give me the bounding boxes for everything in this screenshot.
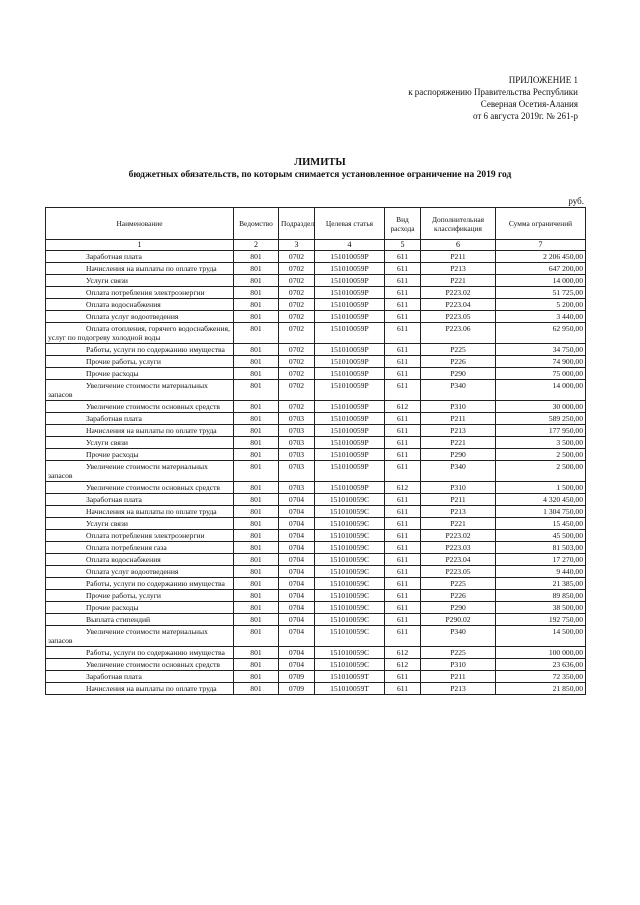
cell-target-article: 151010059С [315, 659, 385, 671]
header-target-article: Целевая статья [315, 208, 385, 240]
table-row [46, 344, 586, 356]
cell-name: Заработная плата [46, 671, 234, 683]
cell-amount: 72 350,00 [496, 671, 586, 683]
cell-name: Заработная плата [46, 494, 234, 506]
cell-department: 801 [234, 671, 279, 683]
cell-amount: 192 750,00 [496, 614, 586, 626]
cell-amount: 1 500,00 [496, 482, 586, 494]
table-row [46, 647, 586, 659]
cell-additional-classification: Р211 [421, 251, 496, 263]
cell-target-article: 151010059Р [315, 380, 385, 401]
cell-name: Прочие работы, услуги [46, 356, 234, 368]
cell-name: Увеличение стоимости материальных запасов [46, 626, 234, 647]
cell-target-article: 151010059Р [315, 251, 385, 263]
cell-expense-type: 611 [385, 437, 421, 449]
appendix-block [318, 74, 578, 122]
table-row [46, 566, 586, 578]
cell-name: Выплата стипендий [46, 614, 234, 626]
cell-name: Прочие работы, услуги [46, 590, 234, 602]
cell-target-article: 151010059С [315, 602, 385, 614]
cell-name: Оплата потребления газа [46, 542, 234, 554]
cell-expense-type: 611 [385, 380, 421, 401]
cell-additional-classification: Р290 [421, 368, 496, 380]
cell-amount: 34 750,00 [496, 344, 586, 356]
table-row [46, 671, 586, 683]
cell-subsection: 0704 [279, 518, 315, 530]
cell-target-article: 151010059Р [315, 437, 385, 449]
cell-subsection: 0702 [279, 368, 315, 380]
cell-department: 801 [234, 554, 279, 566]
table-row [46, 683, 586, 695]
cell-expense-type: 611 [385, 542, 421, 554]
cell-department: 801 [234, 401, 279, 413]
cell-additional-classification: Р290.02 [421, 614, 496, 626]
cell-department: 801 [234, 287, 279, 299]
cell-amount: 3 500,00 [496, 437, 586, 449]
header-department: Ведомство [234, 208, 279, 240]
cell-expense-type: 611 [385, 566, 421, 578]
table-row [46, 437, 586, 449]
cell-subsection: 0704 [279, 590, 315, 602]
cell-name: Начисления на выплаты по оплате труда [46, 506, 234, 518]
cell-additional-classification: Р221 [421, 518, 496, 530]
cell-department: 801 [234, 344, 279, 356]
cell-department: 801 [234, 413, 279, 425]
cell-additional-classification: Р226 [421, 356, 496, 368]
cell-department: 801 [234, 251, 279, 263]
cell-target-article: 151010059Р [315, 287, 385, 299]
table-row [46, 554, 586, 566]
cell-department: 801 [234, 449, 279, 461]
cell-subsection: 0702 [279, 380, 315, 401]
cell-expense-type: 611 [385, 449, 421, 461]
table-row [46, 614, 586, 626]
cell-additional-classification: Р225 [421, 578, 496, 590]
cell-department: 801 [234, 590, 279, 602]
cell-amount: 38 500,00 [496, 602, 586, 614]
cell-subsection: 0702 [279, 275, 315, 287]
cell-amount: 2 206 450,00 [496, 251, 586, 263]
table-row [46, 518, 586, 530]
header-additional-classification: Дополнительная классификация [421, 208, 496, 240]
cell-subsection: 0704 [279, 602, 315, 614]
cell-name: Оплата водоснабжения [46, 299, 234, 311]
cell-additional-classification: Р225 [421, 344, 496, 356]
cell-department: 801 [234, 494, 279, 506]
cell-department: 801 [234, 380, 279, 401]
cell-target-article: 151010059С [315, 626, 385, 647]
cell-amount: 17 270,00 [496, 554, 586, 566]
cell-amount: 45 500,00 [496, 530, 586, 542]
cell-expense-type: 611 [385, 344, 421, 356]
cell-expense-type: 611 [385, 275, 421, 287]
cell-subsection: 0704 [279, 542, 315, 554]
cell-amount: 62 950,00 [496, 323, 586, 344]
cell-subsection: 0703 [279, 482, 315, 494]
cell-name: Оплата водоснабжения [46, 554, 234, 566]
table-row [46, 530, 586, 542]
cell-subsection: 0704 [279, 554, 315, 566]
cell-name: Услуги связи [46, 275, 234, 287]
cell-name: Услуги связи [46, 518, 234, 530]
cell-expense-type: 611 [385, 494, 421, 506]
cell-amount: 21 385,00 [496, 578, 586, 590]
cell-target-article: 151010059Р [315, 461, 385, 482]
cell-subsection: 0702 [279, 356, 315, 368]
table-row [46, 401, 586, 413]
table-row [46, 461, 586, 482]
cell-expense-type: 611 [385, 590, 421, 602]
cell-department: 801 [234, 683, 279, 695]
cell-additional-classification: Р223.05 [421, 566, 496, 578]
cell-additional-classification: Р213 [421, 263, 496, 275]
appendix-line-1: ПРИЛОЖЕНИЕ 1 [508, 75, 578, 85]
cell-target-article: 151010059Р [315, 323, 385, 344]
cell-additional-classification: Р211 [421, 671, 496, 683]
cell-subsection: 0704 [279, 506, 315, 518]
cell-subsection: 0704 [279, 566, 315, 578]
cell-name: Заработная плата [46, 251, 234, 263]
table-row [46, 299, 586, 311]
cell-subsection: 0704 [279, 494, 315, 506]
cell-subsection: 0704 [279, 626, 315, 647]
cell-expense-type: 612 [385, 647, 421, 659]
table-row [46, 542, 586, 554]
table-row [46, 590, 586, 602]
cell-expense-type: 611 [385, 461, 421, 482]
cell-subsection: 0704 [279, 530, 315, 542]
table-row [46, 425, 586, 437]
cell-amount: 23 636,00 [496, 659, 586, 671]
currency-unit: руб. [568, 196, 584, 206]
cell-name: Оплата услуг водоотведения [46, 311, 234, 323]
cell-target-article: 151010059С [315, 647, 385, 659]
cell-amount: 2 500,00 [496, 461, 586, 482]
cell-subsection: 0703 [279, 461, 315, 482]
cell-name: Прочие расходы [46, 602, 234, 614]
column-number: 5 [385, 240, 421, 251]
cell-department: 801 [234, 437, 279, 449]
cell-amount: 89 850,00 [496, 590, 586, 602]
cell-amount: 21 850,00 [496, 683, 586, 695]
cell-name: Услуги связи [46, 437, 234, 449]
cell-name: Увеличение стоимости материальных запасов [46, 380, 234, 401]
cell-target-article: 151010059Р [315, 368, 385, 380]
column-number: 2 [234, 240, 279, 251]
cell-amount: 177 950,00 [496, 425, 586, 437]
cell-department: 801 [234, 275, 279, 287]
cell-subsection: 0702 [279, 311, 315, 323]
cell-department: 801 [234, 647, 279, 659]
cell-department: 801 [234, 263, 279, 275]
cell-department: 801 [234, 626, 279, 647]
header-expense-type: Вид расхода [385, 208, 421, 240]
table-row [46, 356, 586, 368]
cell-amount: 3 440,00 [496, 311, 586, 323]
table-row [46, 251, 586, 263]
cell-expense-type: 611 [385, 614, 421, 626]
table-header-row [46, 208, 586, 240]
cell-expense-type: 612 [385, 659, 421, 671]
cell-expense-type: 611 [385, 311, 421, 323]
table-row [46, 323, 586, 344]
cell-amount: 5 200,00 [496, 299, 586, 311]
cell-target-article: 151010059Т [315, 671, 385, 683]
cell-expense-type: 611 [385, 323, 421, 344]
column-numbers-row [46, 240, 586, 251]
cell-department: 801 [234, 614, 279, 626]
cell-name: Прочие расходы [46, 368, 234, 380]
cell-additional-classification: Р340 [421, 380, 496, 401]
cell-additional-classification: Р225 [421, 647, 496, 659]
cell-subsection: 0709 [279, 671, 315, 683]
table-row [46, 287, 586, 299]
cell-name: Начисления на выплаты по оплате труда [46, 263, 234, 275]
cell-amount: 1 304 750,00 [496, 506, 586, 518]
cell-subsection: 0703 [279, 449, 315, 461]
header-subsection: Подраздел [279, 208, 315, 240]
cell-subsection: 0702 [279, 299, 315, 311]
cell-amount: 30 000,00 [496, 401, 586, 413]
cell-expense-type: 611 [385, 413, 421, 425]
cell-name: Работы, услуги по содержанию имущества [46, 578, 234, 590]
cell-name: Работы, услуги по содержанию имущества [46, 647, 234, 659]
cell-expense-type: 611 [385, 626, 421, 647]
document-subtitle: бюджетных обязательств, по которым снимается установленное ограничение на 2019 год [128, 170, 512, 180]
cell-target-article: 151010059Р [315, 356, 385, 368]
cell-target-article: 151010059С [315, 614, 385, 626]
cell-amount: 9 440,00 [496, 566, 586, 578]
cell-subsection: 0702 [279, 323, 315, 344]
cell-additional-classification: Р211 [421, 494, 496, 506]
cell-name: Оплата потребления электроэнергии [46, 530, 234, 542]
cell-expense-type: 611 [385, 506, 421, 518]
column-number: 7 [496, 240, 586, 251]
cell-name: Увеличение стоимости основных средств [46, 482, 234, 494]
cell-additional-classification: Р223.02 [421, 530, 496, 542]
cell-department: 801 [234, 311, 279, 323]
cell-additional-classification: Р221 [421, 437, 496, 449]
cell-name: Прочие расходы [46, 449, 234, 461]
table-row [46, 449, 586, 461]
cell-department: 801 [234, 602, 279, 614]
cell-target-article: 151010059Р [315, 425, 385, 437]
cell-amount: 2 500,00 [496, 449, 586, 461]
cell-target-article: 151010059С [315, 578, 385, 590]
cell-subsection: 0703 [279, 413, 315, 425]
table-row [46, 263, 586, 275]
cell-department: 801 [234, 566, 279, 578]
cell-target-article: 151010059Т [315, 683, 385, 695]
table-row [46, 482, 586, 494]
column-number: 1 [46, 240, 234, 251]
limits-table [45, 207, 586, 695]
cell-expense-type: 611 [385, 251, 421, 263]
table-row [46, 659, 586, 671]
table-row [46, 494, 586, 506]
cell-additional-classification: Р310 [421, 401, 496, 413]
cell-expense-type: 611 [385, 287, 421, 299]
cell-name: Начисления на выплаты по оплате труда [46, 683, 234, 695]
cell-name: Заработная плата [46, 413, 234, 425]
cell-additional-classification: Р221 [421, 275, 496, 287]
cell-target-article: 151010059Р [315, 275, 385, 287]
cell-target-article: 151010059Р [315, 413, 385, 425]
cell-target-article: 151010059С [315, 494, 385, 506]
cell-expense-type: 611 [385, 368, 421, 380]
cell-expense-type: 611 [385, 356, 421, 368]
table-row [46, 626, 586, 647]
document-title: ЛИМИТЫ [294, 157, 346, 168]
cell-additional-classification: Р310 [421, 482, 496, 494]
table-row [46, 506, 586, 518]
cell-department: 801 [234, 518, 279, 530]
cell-department: 801 [234, 299, 279, 311]
cell-subsection: 0709 [279, 683, 315, 695]
cell-amount: 51 725,00 [496, 287, 586, 299]
cell-name: Начисления на выплаты по оплате труда [46, 425, 234, 437]
cell-department: 801 [234, 482, 279, 494]
cell-additional-classification: Р223.05 [421, 311, 496, 323]
cell-department: 801 [234, 659, 279, 671]
cell-department: 801 [234, 542, 279, 554]
cell-department: 801 [234, 356, 279, 368]
table-row [46, 311, 586, 323]
cell-target-article: 151010059С [315, 506, 385, 518]
cell-name: Оплата услуг водоотведения [46, 566, 234, 578]
cell-expense-type: 612 [385, 482, 421, 494]
cell-department: 801 [234, 368, 279, 380]
cell-additional-classification: Р213 [421, 425, 496, 437]
cell-amount: 15 450,00 [496, 518, 586, 530]
cell-subsection: 0704 [279, 578, 315, 590]
cell-additional-classification: Р340 [421, 461, 496, 482]
cell-amount: 75 000,00 [496, 368, 586, 380]
cell-amount: 100 000,00 [496, 647, 586, 659]
cell-target-article: 151010059Р [315, 299, 385, 311]
cell-subsection: 0704 [279, 659, 315, 671]
cell-target-article: 151010059С [315, 530, 385, 542]
cell-subsection: 0702 [279, 344, 315, 356]
cell-name: Увеличение стоимости основных средств [46, 401, 234, 413]
cell-additional-classification: Р226 [421, 590, 496, 602]
header-limit-amount: Сумма ограничений [496, 208, 586, 240]
cell-additional-classification: Р290 [421, 602, 496, 614]
cell-additional-classification: Р290 [421, 449, 496, 461]
cell-additional-classification: Р223.06 [421, 323, 496, 344]
table-row [46, 368, 586, 380]
cell-amount: 647 200,00 [496, 263, 586, 275]
cell-subsection: 0704 [279, 647, 315, 659]
cell-target-article: 151010059Р [315, 482, 385, 494]
cell-expense-type: 611 [385, 518, 421, 530]
table-row [46, 275, 586, 287]
table-row [46, 413, 586, 425]
cell-department: 801 [234, 578, 279, 590]
cell-subsection: 0702 [279, 251, 315, 263]
cell-additional-classification: Р310 [421, 659, 496, 671]
cell-amount: 14 000,00 [496, 380, 586, 401]
cell-department: 801 [234, 425, 279, 437]
cell-amount: 4 320 450,00 [496, 494, 586, 506]
cell-department: 801 [234, 461, 279, 482]
cell-target-article: 151010059Р [315, 401, 385, 413]
cell-subsection: 0702 [279, 287, 315, 299]
cell-amount: 589 250,00 [496, 413, 586, 425]
cell-target-article: 151010059Р [315, 263, 385, 275]
cell-target-article: 151010059Р [315, 311, 385, 323]
cell-subsection: 0703 [279, 437, 315, 449]
cell-name: Увеличение стоимости основных средств [46, 659, 234, 671]
appendix-line-3: Северная Осетия-Алания [480, 99, 578, 109]
table-row [46, 380, 586, 401]
cell-department: 801 [234, 506, 279, 518]
cell-additional-classification: Р223.04 [421, 554, 496, 566]
cell-expense-type: 611 [385, 554, 421, 566]
cell-expense-type: 611 [385, 263, 421, 275]
cell-expense-type: 611 [385, 683, 421, 695]
cell-additional-classification: Р223.02 [421, 287, 496, 299]
cell-expense-type: 612 [385, 401, 421, 413]
cell-additional-classification: Р211 [421, 413, 496, 425]
table-row [46, 578, 586, 590]
cell-department: 801 [234, 530, 279, 542]
cell-target-article: 151010059Р [315, 449, 385, 461]
cell-additional-classification: Р213 [421, 506, 496, 518]
cell-target-article: 151010059С [315, 590, 385, 602]
cell-additional-classification: Р340 [421, 626, 496, 647]
cell-amount: 81 503,00 [496, 542, 586, 554]
appendix-line-4: от 6 августа 2019г. № 261-р [472, 111, 578, 121]
cell-additional-classification: Р213 [421, 683, 496, 695]
cell-expense-type: 611 [385, 671, 421, 683]
cell-subsection: 0703 [279, 425, 315, 437]
cell-additional-classification: Р223.03 [421, 542, 496, 554]
cell-subsection: 0702 [279, 401, 315, 413]
header-name: Наименование [46, 208, 234, 240]
table-row [46, 602, 586, 614]
cell-name: Увеличение стоимости материальных запасов [46, 461, 234, 482]
column-number: 6 [421, 240, 496, 251]
appendix-line-2: к распоряжению Правительства Республики [408, 87, 578, 97]
cell-target-article: 151010059С [315, 542, 385, 554]
cell-expense-type: 611 [385, 602, 421, 614]
cell-target-article: 151010059С [315, 566, 385, 578]
cell-additional-classification: Р223.04 [421, 299, 496, 311]
cell-target-article: 151010059Р [315, 344, 385, 356]
cell-amount: 14 500,00 [496, 626, 586, 647]
cell-expense-type: 611 [385, 299, 421, 311]
cell-amount: 14 000,00 [496, 275, 586, 287]
cell-name: Оплата потребления электроэнергии [46, 287, 234, 299]
cell-expense-type: 611 [385, 425, 421, 437]
cell-target-article: 151010059С [315, 518, 385, 530]
cell-name: Оплата отопления, горячего водоснабжения, услуг по подогреву холодной воды [46, 323, 234, 344]
cell-subsection: 0702 [279, 263, 315, 275]
cell-subsection: 0704 [279, 614, 315, 626]
column-number: 4 [315, 240, 385, 251]
cell-target-article: 151010059С [315, 554, 385, 566]
cell-expense-type: 611 [385, 578, 421, 590]
cell-department: 801 [234, 323, 279, 344]
cell-name: Работы, услуги по содержанию имущества [46, 344, 234, 356]
column-number: 3 [279, 240, 315, 251]
cell-expense-type: 611 [385, 530, 421, 542]
cell-amount: 74 900,00 [496, 356, 586, 368]
